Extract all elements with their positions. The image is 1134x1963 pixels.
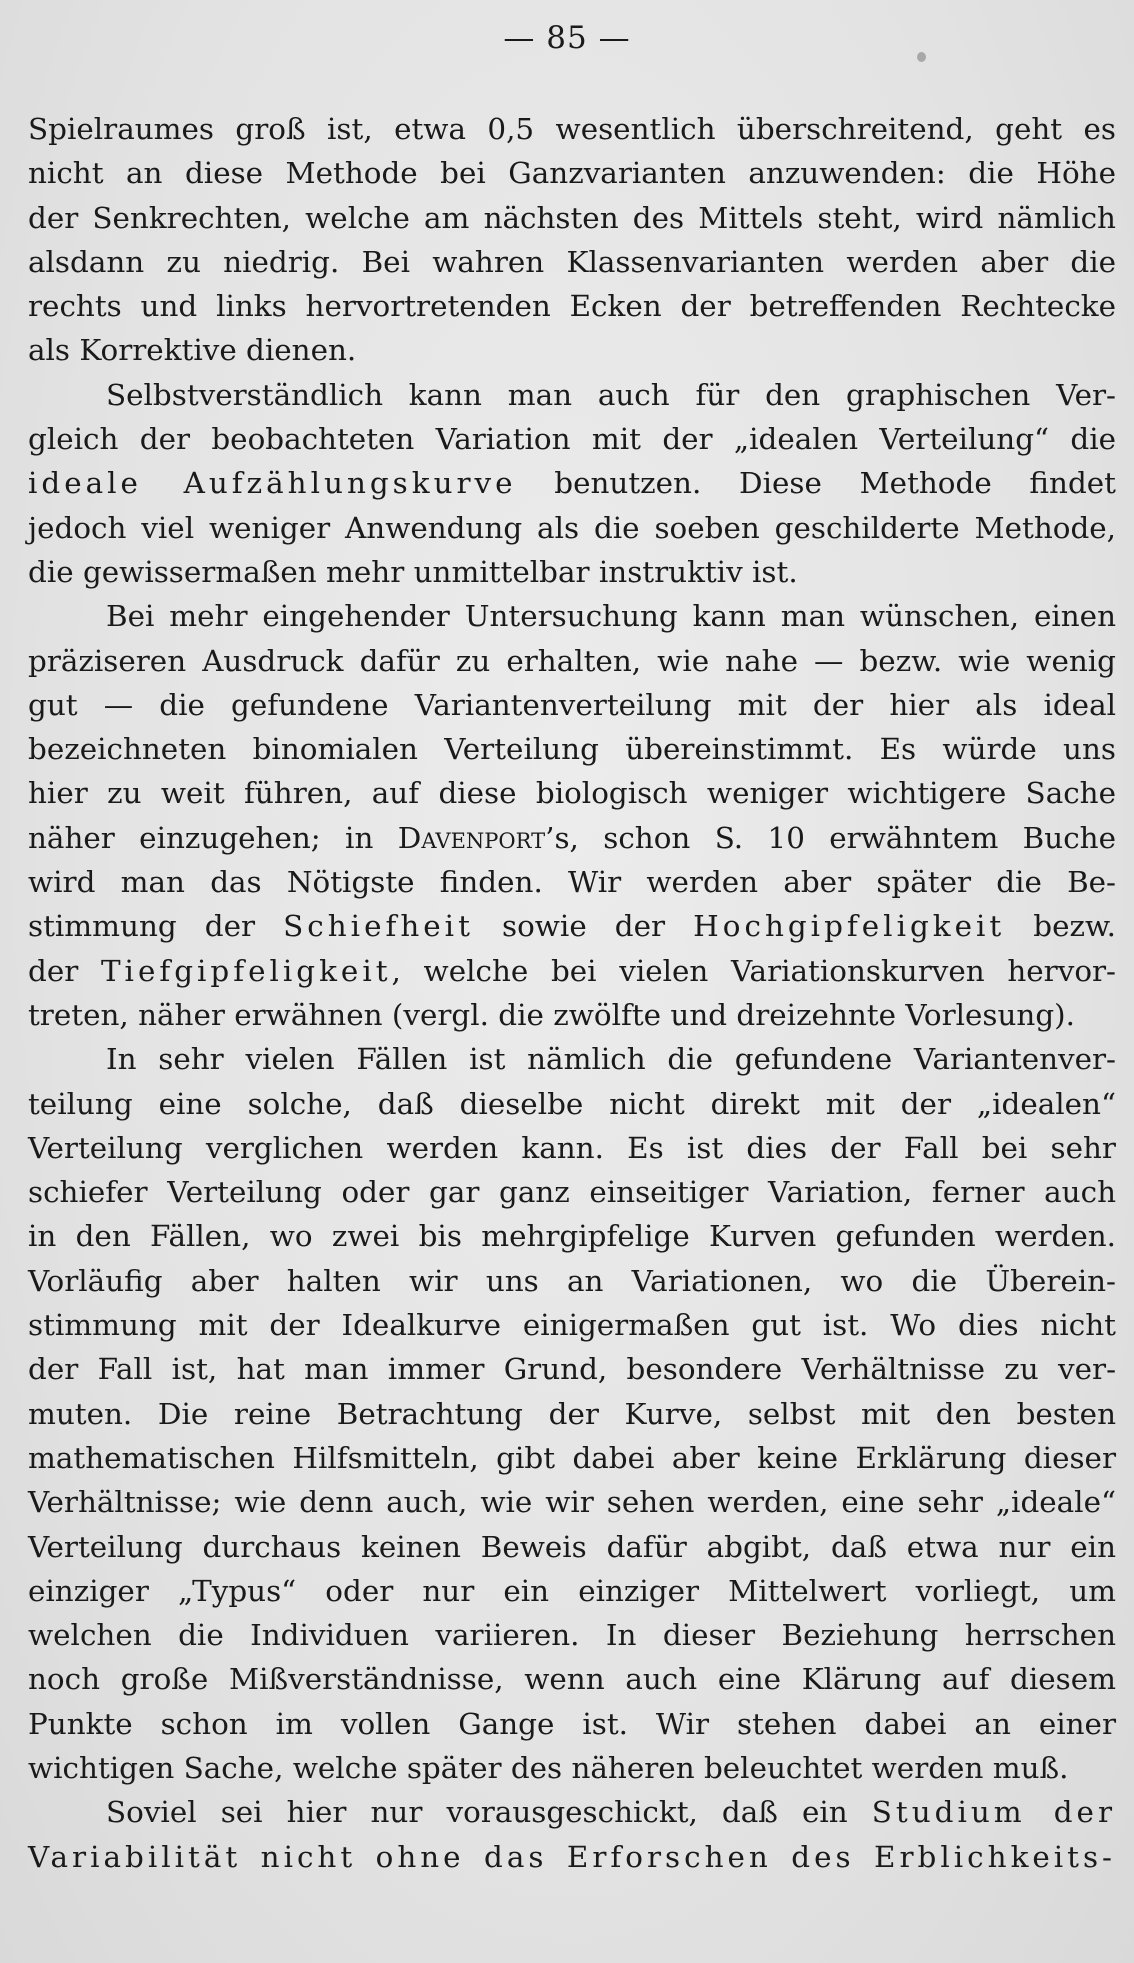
text-span: sowie der bbox=[473, 909, 694, 944]
text-line bbox=[28, 816, 1116, 860]
text-line: Verteilung durchaus keinen Beweis dafür abgibt, daß etwa nur ein bbox=[28, 1529, 1116, 1564]
text-line: Selbstverständlich kann man auch für den graphischen Ver- bbox=[106, 377, 1116, 412]
text-span: bezw. bbox=[1005, 909, 1116, 944]
text-line: schiefer Verteilung oder gar ganz einseitiger Variation, ferner auch bbox=[28, 1175, 1116, 1210]
text-line: muten. Die reine Betrachtung der Kurve, selbst mit den besten bbox=[28, 1396, 1116, 1431]
text-line: teilung eine solche, daß dieselbe nicht direkt mit der „idealen“ bbox=[28, 1086, 1116, 1121]
text-line: bezeichneten binomialen Verteilung übereinstimmt. Es würde uns bbox=[28, 732, 1116, 767]
text-line: wird man das Nötigste finden. Wir werden aber später die Be- bbox=[28, 865, 1116, 900]
emphasis-text: ideale Aufzählungskurve bbox=[28, 466, 517, 501]
text-line: gut — die gefundene Variantenverteilung mit der hier als ideal bbox=[28, 687, 1116, 722]
text-span: der bbox=[28, 953, 101, 988]
text-line: nicht an diese Methode bei Ganzvarianten anzuwenden: die Höhe bbox=[28, 156, 1116, 191]
text-line: jedoch viel weniger Anwendung als die soeben geschilderte Methode, bbox=[28, 510, 1116, 545]
text-line: die gewissermaßen mehr unmittelbar instruktiv ist. bbox=[28, 554, 798, 589]
text-line: einziger „Typus“ oder nur ein einziger Mittelwert vorliegt, um bbox=[28, 1573, 1116, 1608]
text-line: gleich der beobachteten Variation mit der „idealen Verteilung“ die bbox=[28, 422, 1116, 457]
text-line: in den Fällen, wo zwei bis mehrgipfelige Kurven gefunden werden. bbox=[28, 1219, 1116, 1254]
text-line: Punkte schon im vollen Gange ist. Wir stehen dabei an einer bbox=[28, 1706, 1116, 1741]
text-line: welchen die Individuen variieren. In dieser Beziehung herrschen bbox=[28, 1618, 1116, 1653]
text-line bbox=[28, 461, 1116, 505]
text-line: Spielraumes groß ist, etwa 0,5 wesentlich überschreitend, geht es bbox=[28, 112, 1116, 146]
page-number: — 85 — bbox=[503, 20, 631, 56]
text-line bbox=[28, 1835, 1116, 1879]
text-line: der Fall ist, hat man immer Grund, besondere Verhältnisse zu ver- bbox=[28, 1352, 1116, 1387]
text-line: alsdann zu niedrig. Bei wahren Klassenvarianten werden aber die bbox=[28, 244, 1116, 279]
text-span: benutzen. Diese Methode findet bbox=[516, 466, 1116, 501]
text-line bbox=[28, 1790, 1116, 1834]
text-line: Vorläufig aber halten wir uns an Variationen, wo die Überein- bbox=[28, 1263, 1116, 1298]
emphasis-text: Variabilität nicht ohne das Erforschen des Erblichkeits- bbox=[28, 1839, 1116, 1874]
text-line: präziseren Ausdruck dafür zu erhalten, wie nahe — bezw. wie wenig bbox=[28, 643, 1116, 678]
text-line: noch große Mißverständnisse, wenn auch eine Klärung auf diesem bbox=[28, 1662, 1116, 1697]
text-line: mathematischen Hilfsmitteln, gibt dabei aber keine Erklärung dieser bbox=[28, 1440, 1116, 1475]
text-line: rechts und links hervortretenden Ecken der betreffenden Rechtecke bbox=[28, 289, 1116, 324]
text-span: , welche bei vielen Variationskurven hervor- bbox=[391, 953, 1116, 988]
text-line: stimmung mit der Idealkurve einigermaßen gut ist. Wo dies nicht bbox=[28, 1308, 1116, 1343]
text-span: Soviel sei hier nur vorausgeschickt, daß ein bbox=[106, 1795, 872, 1830]
emphasis-text: Tiefgipfeligkeit bbox=[100, 953, 392, 988]
text-line: als Korrektive dienen. bbox=[28, 333, 357, 368]
text-line: hier zu weit führen, auf diese biologisch weniger wichtigere Sache bbox=[28, 776, 1116, 811]
emphasis-text: Schiefheit bbox=[283, 909, 474, 944]
author-name: Davenport bbox=[397, 820, 546, 855]
paper-speck bbox=[917, 52, 926, 62]
emphasis-text: Studium der bbox=[871, 1795, 1116, 1830]
text-line: In sehr vielen Fällen ist nämlich die gefundene Variantenver- bbox=[106, 1042, 1116, 1077]
text-line: Verteilung verglichen werden kann. Es ist dies der Fall bei sehr bbox=[28, 1130, 1116, 1165]
text-line: Verhältnisse; wie denn auch, wie wir sehen werden, eine sehr „ideale“ bbox=[28, 1485, 1116, 1520]
text-line: wichtigen Sache, welche später des näheren beleuchtet werden muß. bbox=[28, 1750, 1069, 1785]
emphasis-text: Hochgipfeligkeit bbox=[693, 909, 1006, 944]
text-span: ’s, schon S. 10 erwähntem Buche bbox=[545, 820, 1116, 855]
text-line: Bei mehr eingehender Untersuchung kann man wünschen, einen bbox=[106, 599, 1116, 634]
text-line bbox=[28, 904, 1116, 948]
text-line bbox=[28, 949, 1116, 993]
text-span: stimmung der bbox=[28, 909, 284, 944]
text-line: der Senkrechten, welche am nächsten des Mittels steht, wird nämlich bbox=[28, 200, 1116, 235]
text-line: treten, näher erwähnen (vergl. die zwölfte und dreizehnte Vorlesung). bbox=[28, 997, 1075, 1032]
text-span: näher einzugehen; in bbox=[28, 820, 398, 855]
body-text bbox=[28, 107, 1116, 1879]
